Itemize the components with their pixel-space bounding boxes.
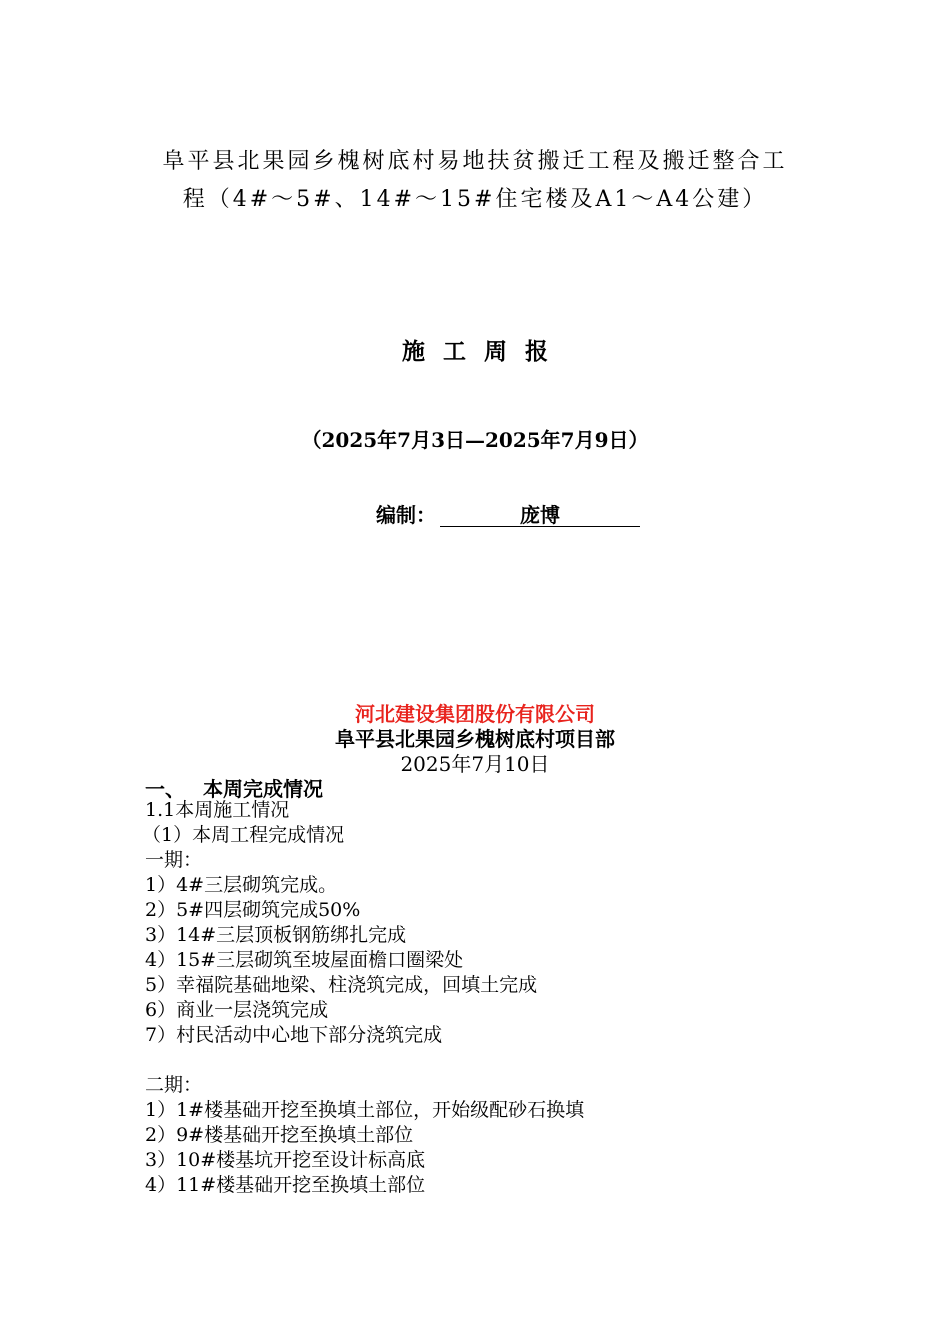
section-number: 一、 [145,777,185,801]
report-title: 施工周报 [402,339,566,365]
project-title-line1: 阜平县北果园乡槐树底村易地扶贫搬迁工程及搬迁整合工 [162,149,788,174]
subsubsection-title: （1）本周工程完成情况 [142,824,345,846]
section-title: 本周完成情况 [203,777,323,801]
list-item: 4）11#楼基础开挖至换填土部位 [145,1174,426,1196]
phase1-label: 一期： [145,849,203,871]
list-item: 2）9#楼基础开挖至换填土部位 [145,1124,414,1146]
list-item: 4）15#三层砌筑至坡屋面檐口圈梁处 [145,949,464,971]
list-item: 5）幸福院基础地梁、柱浇筑完成，回填土完成 [145,974,538,996]
list-item: 3）10#楼基坑开挖至设计标高底 [145,1149,426,1171]
list-item: 6）商业一层浇筑完成 [145,999,329,1021]
report-issue-date: 2025年7月10日 [400,752,550,776]
project-department: 阜平县北果园乡槐树底村项目部 [335,727,615,751]
phase2-label: 二期： [145,1074,203,1096]
compiler-label: 编制： [376,503,436,527]
list-item: 1）4#三层砌筑完成。 [145,874,338,896]
compiler-name: 庞博 [440,504,640,527]
list-item: 3）14#三层顶板钢筋绑扎完成 [145,924,407,946]
project-title-line2: 程（4#～5#、14#～15#住宅楼及A1～A4公建） [182,187,768,212]
report-date-range: （2025年7月3日—2025年7月9日） [301,428,649,452]
list-item: 7）村民活动中心地下部分浇筑完成 [145,1024,443,1046]
list-item: 1）1#楼基础开挖至换填土部位，开始级配砂石换填 [145,1099,585,1121]
compiler-line [376,499,640,528]
subsection-title: 1.1本周施工情况 [145,799,290,821]
company-name: 河北建设集团股份有限公司 [355,702,595,726]
list-item: 2）5#四层砌筑完成50% [145,899,361,921]
